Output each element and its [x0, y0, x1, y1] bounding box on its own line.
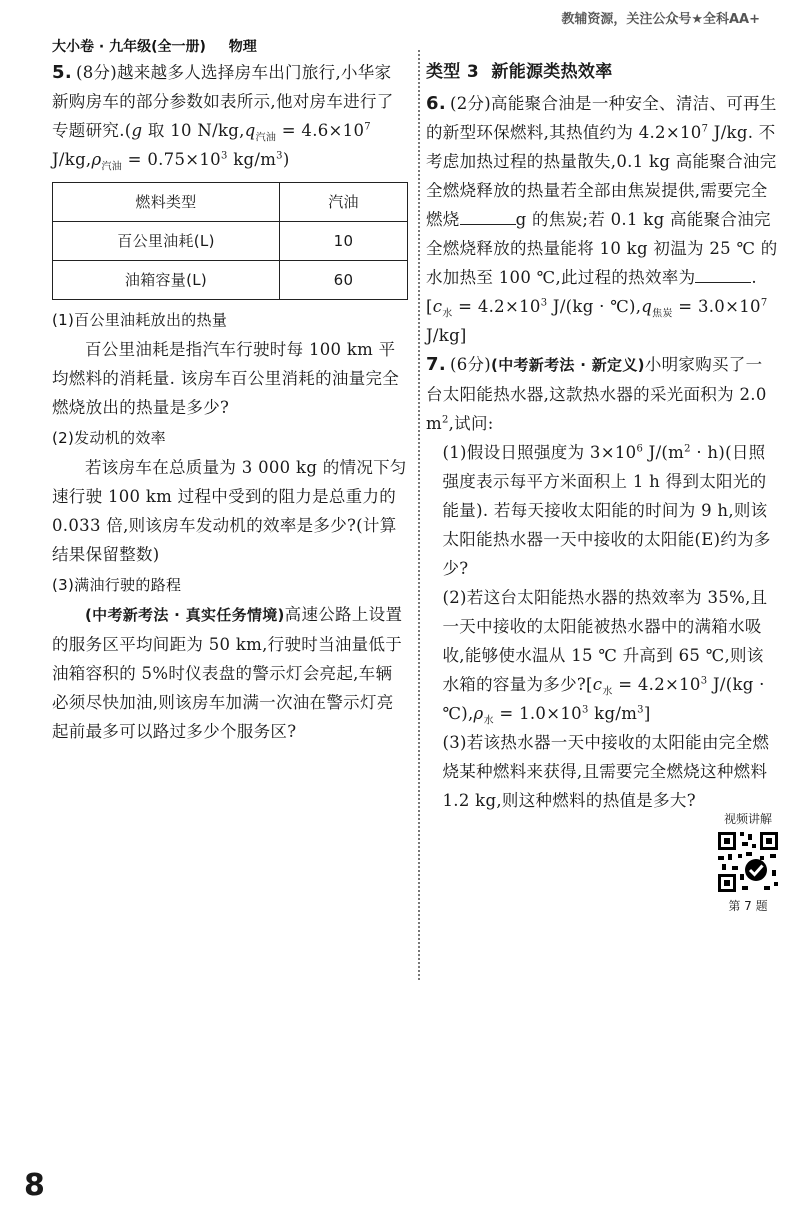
qr-label: 视频讲解 — [723, 812, 772, 826]
table-cell: 60 — [280, 261, 408, 300]
q5-part2-text: 若该房车在总质量为 3 000 kg 的情况下匀速行驶 100 km 过程中受到的阻力是总重力的 0.033 倍,则该房车发动机的效率是多少?(计算结果保留整数) — [52, 458, 407, 564]
page-number: 8 — [24, 1168, 45, 1203]
table-cell: 百公里油耗(L) — [53, 222, 280, 261]
q7-part1: (1)假设日照强度为 $3\times 10^6$ $J/(m^2 \cdot h)$(日照强度表示每平方米面积上 1 h 得到太阳光的能量). 若每天接收太阳能的时间为 9 h,则该太阳能热水器一天中接收的太阳能(E)约为多少? — [442, 443, 771, 578]
table-row — [53, 183, 408, 222]
book-title: 大小卷 · 九年级(全一册) — [52, 39, 206, 55]
answer-blank[interactable] — [695, 264, 751, 283]
q5-part2-title: (2)发动机的效率 — [52, 429, 166, 447]
q6-text: 6. (2分)高能聚合油是一种安全、清洁、可再生的新型环保燃料,其热值约为 $4.2\times 10^7$ J/kg. 不考虑加热过程的热量散失,0.1 kg 高能聚合油完全燃烧释放的热量若全部由焦炭提供,需要完全燃烧 g 的焦炭;若 0.1 kg 高能聚合油完全燃烧释放的热量能将 10 kg 初温为 25 ℃ 的水加热至 100 ℃,此过程的热效率为 . [$c_水 = 4.2\times 10^3$ $J/(kg \cdot ℃),q_{焦炭} = 3.0\times 10^7$ J/kg] — [426, 93, 778, 345]
q5-part3-text: (中考新考法 · 真实任务情境)高速公路上设置的服务区平均间距为 50 km,行驶时当油量低于油箱容积的 5%时仪表盘的警示灯会亮起,车辆必须尽快加油,则该房车加满一次油在警示灯亮起前最多可以路过多少个服务区? — [52, 605, 403, 741]
q5-part3-tag: (中考新考法 · 真实任务情境) — [85, 606, 285, 624]
q7-part3: (3)若该热水器一天中接收的太阳能由完全燃烧某种燃料来获得,且需要完全燃烧这种燃料 1.2 kg,则这种燃料的热值是多大? — [442, 733, 770, 810]
watermark: 教辅资源，关注公众号★全科AA+ — [561, 12, 760, 27]
section-label: 类型 3 — [426, 62, 479, 82]
table-cell: 汽油 — [280, 183, 408, 222]
q5-part1-text: 百公里油耗是指汽车行驶时每 100 km 平均燃料的消耗量. 该房车百公里消耗的油量完全燃烧放出的热量是多少? — [52, 340, 400, 417]
table-cell: 燃料类型 — [53, 183, 280, 222]
column-divider — [418, 50, 420, 980]
left-column — [52, 58, 408, 746]
q5-number: 5. — [52, 62, 72, 83]
answer-blank[interactable] — [460, 206, 516, 225]
q5-part3-title: (3)满油行驶的路程 — [52, 576, 182, 594]
q7-part2: (2)若这台太阳能热水器的热效率为 35%,且一天中接收的太阳能被热水器中的满箱水吸收,能够使水温从 15 ℃ 升高到 65 ℃,则该水箱的容量为多少$?[c_水 = 4.2\times 10^3$ $J/(kg \cdot ℃),\rho_水 = 1.0\times 10^3$ $kg/m^3$] — [442, 588, 768, 727]
q6-number: 6. — [426, 93, 446, 114]
q7-number: 7. — [426, 354, 446, 375]
qr-code-icon[interactable] — [716, 830, 780, 894]
running-header — [52, 36, 275, 56]
section-title — [426, 58, 778, 87]
subject-label: 物理 — [228, 39, 257, 55]
right-column — [426, 58, 778, 815]
table-row — [53, 222, 408, 261]
section-heading: 新能源类热效率 — [491, 62, 613, 82]
video-qr-block[interactable] — [710, 810, 786, 914]
table-cell: 10 — [280, 222, 408, 261]
rv-parameter-table — [52, 182, 408, 300]
q7-tag: (中考新考法 · 新定义) — [491, 356, 645, 374]
q5-part1-title: (1)百公里油耗放出的热量 — [52, 311, 228, 329]
q5-intro: 5. (8分)越来越多人选择房车出门旅行,小华家新购房车的部分参数如表所示,他对房车进行了专题研究.(g 取 10 $N/kg,q_{汽油} = 4.6\times 10^7$ $J/kg,\rho_{汽油} = 0.75\times 10^3$ $kg/m^3$) — [52, 62, 394, 173]
table-cell: 油箱容量(L) — [53, 261, 280, 300]
q7-intro: 7. (6分)(中考新考法 · 新定义)小明家购买了一台太阳能热水器,这款热水器的采光面积为 2.0 $m^2$,试问: — [426, 354, 767, 433]
qr-caption: 第 7 题 — [728, 899, 768, 913]
table-row — [53, 261, 408, 300]
